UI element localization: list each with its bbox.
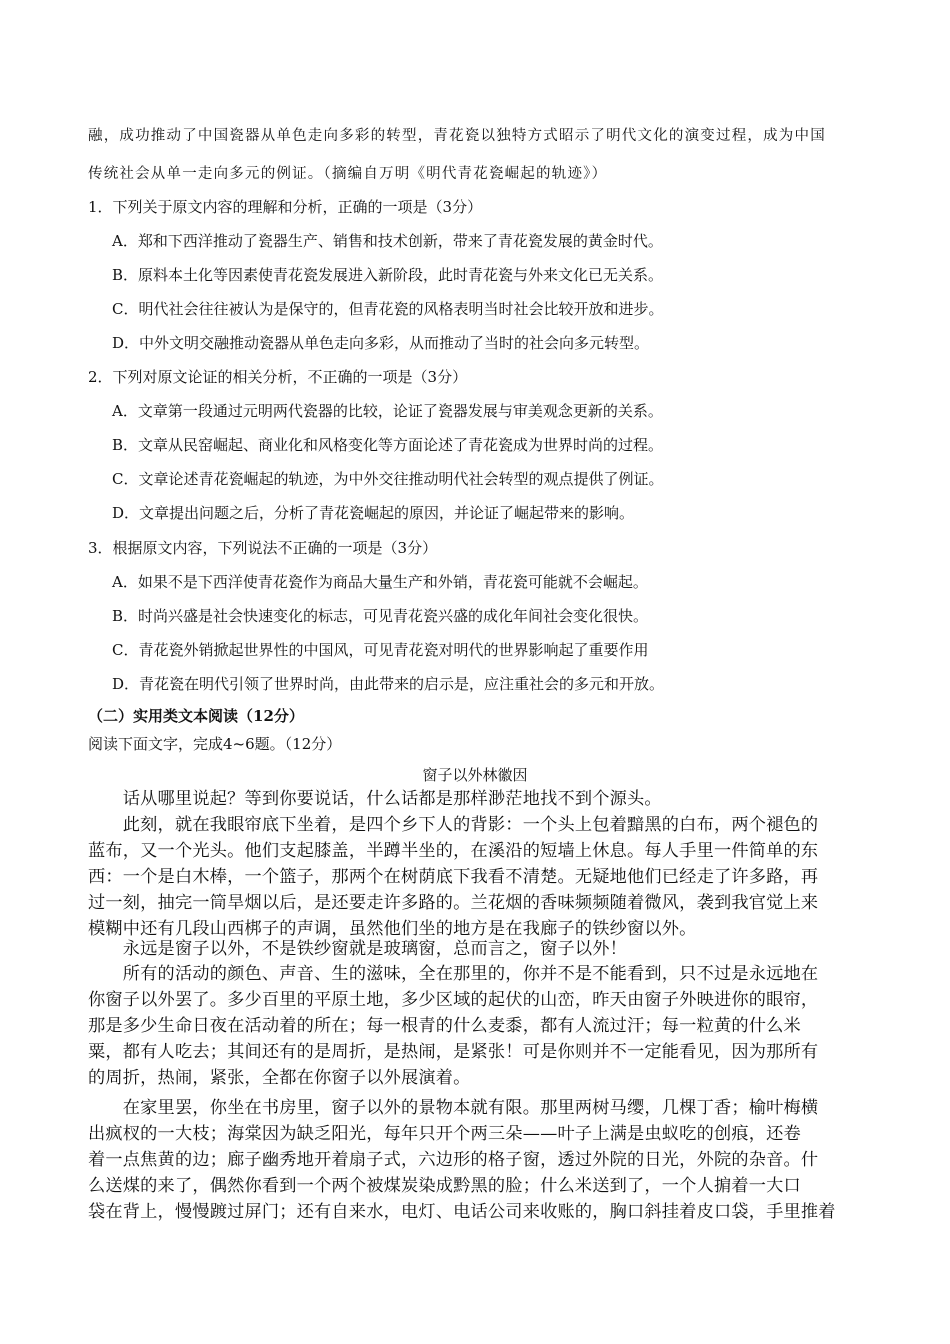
article-line: 话从哪里说起？等到你要说话，什么话都是那样渺茫地找不到个源头。 <box>88 789 662 809</box>
article-title: 窗子以外林徽因 <box>422 766 528 784</box>
instruction-text: 阅读下面文字，完成4~6题。（12分） <box>88 735 342 753</box>
article-line: 么送煤的来了，偶然你看到一个两个被煤炭染成黔黑的脸；什么米送到了，一个人掮着一大口 <box>88 1176 801 1196</box>
intro-line: 融，成功推动了中国瓷器从单色走向多彩的转型，青花瓷以独特方式昭示了明代文化的演变过程，成为中国 <box>88 128 826 144</box>
article-line: 过一刻，抽完一筒旱烟以后，是还要走许多路的。兰花烟的香味频频随着微风，袭到我官觉上来 <box>88 893 819 913</box>
article-line: 着一点焦黄的边；廊子幽秀地开着扇子式，六边形的格子窗，透过外院的日光，外院的杂音。什 <box>88 1150 819 1170</box>
article-line: 西：一个是白木棒，一个篮子，那两个在树荫底下我看不清楚。无疑地他们已经走了许多路，再 <box>88 867 819 887</box>
question-option: D．青花瓷在明代引领了世界时尚，由此带来的启示是，应注重社会的多元和开放。 <box>112 675 665 693</box>
question-option: C．文章论述青花瓷崛起的轨迹，为中外交往推动明代社会转型的观点提供了例证。 <box>112 470 664 488</box>
intro-line: 传统社会从单一走向多元的例证。（摘编自万明《明代青花瓷崛起的轨迹》） <box>88 166 608 182</box>
article-line: 那是多少生命日夜在活动着的所在；每一根青的什么麦黍，都有人流过汗；每一粒黄的什么米 <box>88 1016 801 1036</box>
article-line: 的周折，热闹，紧张，全都在你窗子以外展演着。 <box>88 1068 471 1088</box>
article-line: 模糊中还有几段山西梆子的声调，虽然他们坐的地方是在我廊子的铁纱窗以外。 <box>88 919 697 939</box>
question-option: B．原料本土化等因素使青花瓷发展进入新阶段，此时青花瓷与外来文化已无关系。 <box>112 266 664 284</box>
question-option: D．文章提出问题之后，分析了青花瓷崛起的原因，并论证了崛起带来的影响。 <box>112 504 635 522</box>
article-line: 你窗子以外罢了。多少百里的平原土地，多少区域的起伏的山峦，昨天由窗子外映进你的眼帘， <box>88 990 819 1010</box>
question-stem: 1．下列关于原文内容的理解和分析，正确的一项是（3分） <box>88 198 483 216</box>
article-line: 出疯杈的一大枝；海棠因为缺乏阳光，每年只开个两三朵——叶子上满是虫蚁吃的创痕，还卷 <box>88 1124 801 1144</box>
question-option: A．文章第一段通过元明两代瓷器的比较，论证了瓷器发展与审美观念更新的关系。 <box>112 402 663 420</box>
article-line: 永远是窗子以外，不是铁纱窗就是玻璃窗，总而言之，窗子以外！ <box>88 939 628 959</box>
section-heading: （二）实用类文本阅读（12分） <box>88 707 304 725</box>
question-option: B．文章从民窑崛起、商业化和风格变化等方面论述了青花瓷成为世界时尚的过程。 <box>112 436 664 454</box>
question-option: B．时尚兴盛是社会快速变化的标志，可见青花瓷兴盛的成化年间社会变化很快。 <box>112 607 649 625</box>
article-line: 粟，都有人吃去；其间还有的是周折，是热闹，是紧张！可是你则并不一定能看见，因为那所有 <box>88 1042 819 1062</box>
question-option: A．如果不是下西洋使青花瓷作为商品大量生产和外销，青花瓷可能就不会崛起。 <box>112 573 648 591</box>
question-option: C．青花瓷外销掀起世界性的中国风，可见青花瓷对明代的世界影响起了重要作用 <box>112 641 649 659</box>
question-option: A．郑和下西洋推动了瓷器生产、销售和技术创新，带来了青花瓷发展的黄金时代。 <box>112 232 663 250</box>
question-stem: 3．根据原文内容，下列说法不正确的一项是（3分） <box>88 539 438 557</box>
article-line: 此刻，就在我眼帘底下坐着，是四个乡下人的背影：一个头上包着黯黑的白布，两个褪色的 <box>88 815 819 835</box>
article-line: 所有的活动的颜色、声音、生的滋味，全在那里的，你并不是不能看到，只不过是永远地在 <box>88 964 819 984</box>
article-line: 在家里罢，你坐在书房里，窗子以外的景物本就有限。那里两树马缨，几棵丁香；榆叶梅横 <box>88 1098 819 1118</box>
question-option: D．中外文明交融推动瓷器从单色走向多彩，从而推动了当时的社会向多元转型。 <box>112 334 650 352</box>
article-line: 袋在背上，慢慢踱过屏门；还有自来水，电灯、电话公司来收账的，胸口斜挂着皮口袋，手里推着 <box>88 1202 836 1222</box>
question-stem: 2．下列对原文论证的相关分析，不正确的一项是（3分） <box>88 368 468 386</box>
article-line: 蓝布，又一个光头。他们支起膝盖，半蹲半坐的，在溪沿的短墙上休息。每人手里一件简单的东 <box>88 841 819 861</box>
question-option: C．明代社会往往被认为是保守的，但青花瓷的风格表明当时社会比较开放和进步。 <box>112 300 664 318</box>
